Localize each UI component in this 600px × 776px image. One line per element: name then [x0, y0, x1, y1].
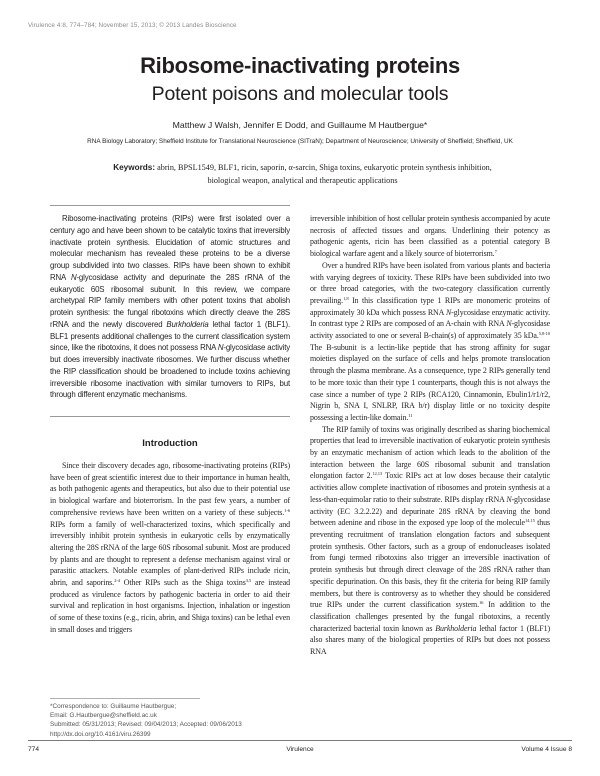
- citation-ref: 16: [478, 600, 484, 606]
- body-paragraph: irreversible inhibition of host cellular protein synthesis accompanied by acute necrosis of affected tissues and organs. Underlining their potency as pathogenic agents, ricin has been classified as a potential category B biological warfare agent and a likely source of bioterrorism.$^7$: [310, 214, 550, 259]
- article-title: Ribosome-inactivating proteins: [140, 53, 460, 78]
- page-number: 774: [28, 746, 40, 753]
- keywords-block: [85, 162, 520, 187]
- abstract: [50, 213, 290, 401]
- article-subtitle: Potent poisons and molecular tools: [151, 83, 449, 105]
- body-paragraph: Over a hundred RIPs have been isolated from various plants and bacteria with varying degrees of toxicity. These RIPs have been subdivided into two or three broad categories, with the two-category classification currently prevailing.$^{1,8}$ In this classification type 1 RIPs are monomeric proteins of approximately 30 kDa which possess RNA N-glycosidase enzymatic activity. In contrast type 2 RIPs are composed of an A-chain with RNA N-glycosidase activity associated to one or several B-chain(s) of approximately 35 kDa.$^{5,8-10}$ The B-subunit is a lectin-like peptide that has strong affinity for sugar moieties displayed on the surface of cells and helps promote translocation through the plasma membrane. As a consequence, type 2 RIPs generally tend to be more toxic than their type 1 counterparts, though this is not always the case since a number of type 2 RIPs (RCA120, Cinnamonin, Ebulin1/r1/r2, Nigrin b, SNA I, SNLRP, IRA b/r) display little or no toxicity despite possessing a lectin-like domain.$^{11}$: [310, 260, 550, 422]
- right-body-column: [310, 213, 550, 658]
- body-paragraph: Since their discovery decades ago, ribosome-inactivating proteins (RIPs) have been of great scientific interest due to their importance in human health, as both pathogenic agents and therapeutics, but also due to their potential use in biological warfare and bioterrorism. In the past few years, a number of comprehensive reviews have been written on a variety of these subjects.$^{1-6}$ RIPs form a family of well-characterized toxins, which specifically and irreversibly inhibit protein synthesis in eukaryotic cells by enzymatically altering the 28S rRNA of the large 60S ribosomal subunit. Most are produced by plants and are thought to represent a defense mechanism against viral or parasitic attackers. Notable examples of plant-derived RIPs include ricin, abrin, and saporins.$^{2-4}$ Other RIPs such as the Shiga toxins$^{3,5}$ are instead produced as virulence factors by pathogenic bacteria in order to aid their survival and replication in host organisms. Injection, inhalation or ingestion of some of these toxins (e.g., ricin, abrin, and Shiga toxins) can be lethal even in small doses and triggers: [50, 461, 290, 634]
- citation-ref: 11: [408, 412, 413, 418]
- correspondence-block: [50, 702, 290, 739]
- abstract-top-rule: [50, 205, 290, 206]
- journal-citation: Virulence 4:8, 774–784; November 15, 2013; © 2013 Landes Bioscience: [28, 22, 237, 29]
- footer-journal-name: Virulence: [286, 746, 314, 753]
- citation-ref: 2-4: [114, 578, 120, 584]
- author-affiliation: RNA Biology Laboratory; Sheffield Institute for Translational Neuroscience (SITraN); Department of Neuroscience; University of Sheffield; Sheffield, UK: [87, 138, 513, 145]
- correspondence-email[interactable]: Email: G.Hautbergue@sheffield.ac.uk: [50, 712, 157, 720]
- citation-ref: 1-6: [284, 507, 290, 513]
- author-list: Matthew J Walsh, Jennifer E Dodd, and Guillaume M Hautbergue*: [172, 120, 428, 130]
- citation-ref: 7: [494, 249, 497, 255]
- abstract-paragraph: Ribosome-inactivating proteins (RIPs) were first isolated over a century ago and have been shown to be catalytic toxins that irreversibly inactivate protein synthesis. Elucidation of atomic structures and molecular mechanism has revealed these proteins to be a diverse group subdivided into two classes. RIPs have been shown to exhibit RNA N-glycosidase activity and depurinate the 28S rRNA of the eukaryotic 60S ribosomal subunit. In this review, we compare archetypal RIP family members with other potent toxins that abolish protein synthesis: the fungal ribotoxins which directly cleave the 28S rRNA and the newly discovered Burkholderia lethal factor 1 (BLF1). BLF1 presents additional challenges to the current classification system since, like the ribotoxins, it does not possess RNA N-glycosidase activity but does irreversibly inactivate ribosomes. We further discuss whether the RIP classification should be broadened to include toxins achieving irreversible ribosome inactivation with similar turnovers to RIPs, but through different enzymatic mechanisms.: [50, 214, 290, 400]
- body-paragraph: The RIP family of toxins was originally described as sharing biochemical properties that lead to irreversible inactivation of eukaryotic protein synthesis by an enzymatic mechanism of action which leads to the abolition of the interaction between the large 60S ribosomal subunit and translation elongation factor 2.$^{12,13}$ Toxic RIPs act at low doses because their catalytic activities allow complete inactivation of ribosomes and protein synthesis at a less-than-equimolar ratio to their substrate. RIPs display rRNA N-glycosidase activity (EC 3.2.2.22) and depurinate 28S rRNA by cleaving the bond between adenine and ribose in the exposed ype loop of the molecule$^{14,15}$ thus preventing recruitment of translation elongation factors and subsequent protein synthesis. Other factors, such as a group of endonucleases isolated from fungi termed ribotoxins also trigger an irreversible inactivation of protein synthesis but through direct cleavage of the 28S rRNA rather than specific depurination. On this basis, they fit the criteria for being RIP family members, but there is controversy as to whether they should be considered true RIPs under the current classification system.$^{16}$ In addition to the classification challenges presented by the fungal ribotoxins, a recently characterized bacterial toxin known as Burkholderia lethal factor 1 (BLF1) also shares many of the biological properties of RIPs but does not possess RNA: [310, 424, 550, 657]
- keywords-line-2: biological weapon, analytical and therapeutic applications: [207, 175, 398, 185]
- correspondence-line: *Correspondence to: Guillaume Hautbergue;: [50, 703, 177, 710]
- abstract-bottom-rule: [50, 416, 290, 417]
- keywords-line-1: abrin, BPSL1549, BLF1, ricin, saporin, α-sarcin, Shiga toxins, eukaryotic protein synthesis inhibition,: [157, 163, 492, 172]
- left-body-column: [50, 460, 290, 636]
- citation-ref: 12,13: [372, 471, 383, 477]
- citation-ref: 5,8-10: [538, 331, 550, 337]
- section-heading-introduction: Introduction: [142, 438, 198, 449]
- correspondence-dates: Submitted: 05/31/2013; Revised: 09/04/2013; Accepted: 09/06/2013: [50, 721, 242, 729]
- footer-volume-issue: Volume 4 Issue 8: [521, 746, 572, 753]
- keywords-label: Keywords:: [113, 163, 156, 172]
- citation-ref: 14,15: [524, 518, 535, 524]
- citation-ref: 1,8: [343, 295, 349, 301]
- citation-ref: 3,5: [245, 578, 252, 584]
- correspondence-rule: [50, 698, 200, 699]
- doi-link[interactable]: http://dx.doi.org/10.4161/viru.26399: [50, 730, 151, 738]
- footer-rule: [28, 740, 572, 741]
